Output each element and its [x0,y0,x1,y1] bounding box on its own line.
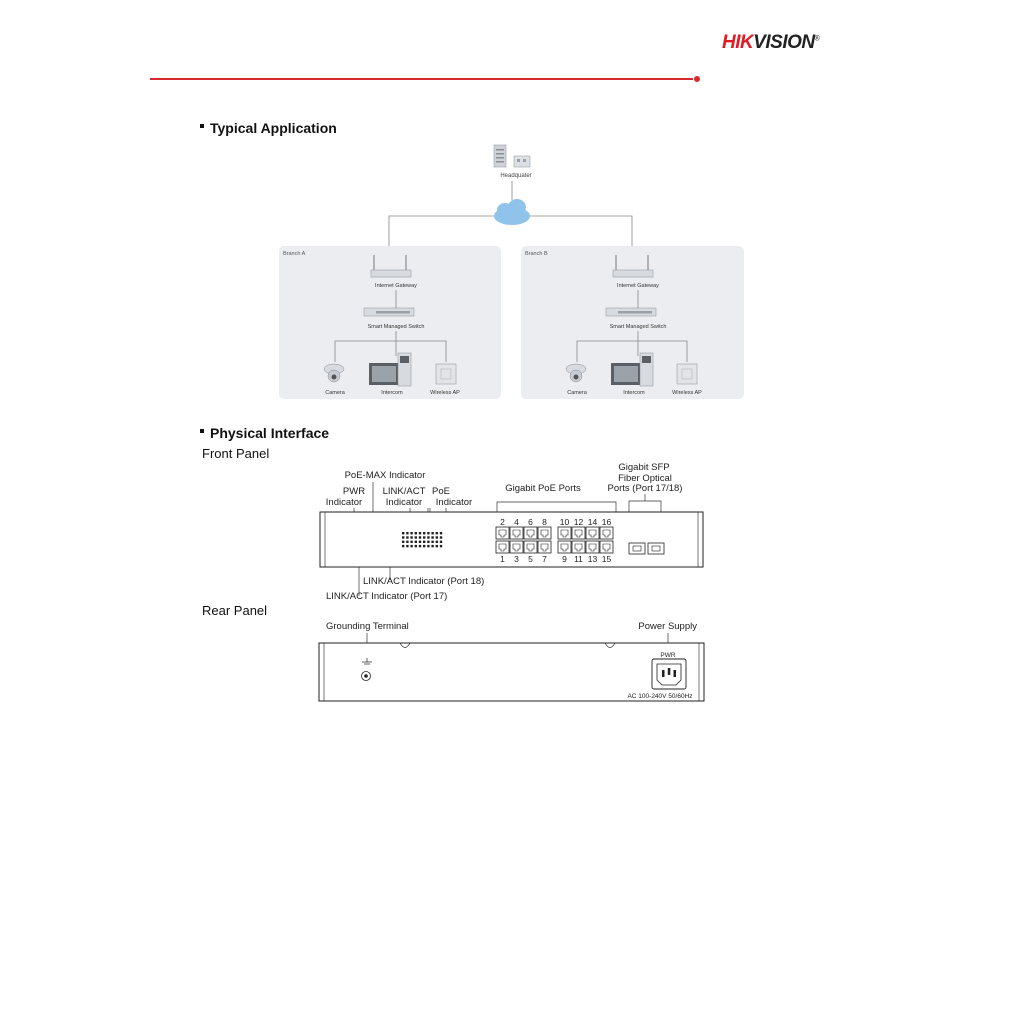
led-indicator [406,536,408,538]
led-indicator [427,532,429,534]
physical-interface-label: Physical Interface [210,425,330,441]
section-title-typical-application [200,120,337,136]
branch-a-gateway-label: Internet Gateway [375,283,417,289]
application-diagram [270,140,760,405]
link-act-17-label: LINK/ACT Indicator (Port 17) [326,591,448,602]
branch-b-gateway-label: Internet Gateway [617,283,659,289]
port-number-bottom: 11 [574,554,583,564]
rj45-port[interactable] [496,541,509,553]
poe-indicator-label-line2: Indicator [435,497,473,508]
port-number-top: 6 [528,517,533,527]
front-panel-diagram [315,462,710,604]
led-indicator [402,541,404,543]
rj45-port[interactable] [510,527,523,539]
rj45-port[interactable] [600,541,613,553]
led-indicator [419,536,421,538]
port-number-bottom: 5 [528,554,533,564]
logo-registered-mark: ® [814,35,820,43]
branch-a-device-ap: Wireless AP [430,390,460,396]
port-number-top: 4 [514,517,519,527]
branch-b-device-camera: Camera [567,390,587,396]
sfp-port-18[interactable] [648,543,664,554]
led-indicator [431,545,433,547]
led-indicator [410,541,412,543]
wireless-ap-icon [677,364,697,384]
hikvision-logo [722,32,819,54]
power-supply-label: Power Supply [638,621,697,632]
port-number-bottom: 13 [587,554,598,564]
led-indicator [415,545,417,547]
pwr-socket-label: PWR [660,652,676,659]
led-indicator [410,536,412,538]
rj45-port[interactable] [558,527,571,539]
sfp-label-line2: Fiber Optical [618,473,672,484]
led-indicator [419,541,421,543]
rj45-port[interactable] [586,541,599,553]
port-number-top: 16 [601,517,612,527]
rj45-port[interactable] [510,541,523,553]
rj45-port[interactable] [572,541,585,553]
rj45-port[interactable] [496,527,509,539]
branch-b-label: Branch B [525,251,548,257]
rj45-port[interactable] [524,527,537,539]
sfp-port-17[interactable] [629,543,645,554]
led-indicator [440,541,442,543]
led-indicator [440,545,442,547]
led-indicator [402,545,404,547]
led-indicator [419,545,421,547]
link-act-18-label: LINK/ACT Indicator (Port 18) [363,576,485,587]
power-socket-icon[interactable] [652,659,686,689]
wireless-ap-icon [436,364,456,384]
poe-indicator-label-line1: PoE [432,486,450,497]
port-number-bottom: 15 [601,554,612,564]
port-number-bottom: 1 [500,554,505,564]
rear-panel-diagram [315,617,710,707]
switch-icon [606,308,656,316]
rj45-port[interactable] [600,527,613,539]
led-indicator [431,532,433,534]
port-number-top: 12 [573,517,584,527]
led-indicator [406,532,408,534]
led-indicator [423,545,425,547]
port-number-top: 2 [500,517,505,527]
led-indicator [436,545,438,547]
led-indicator [427,541,429,543]
cloud-icon [494,199,530,225]
branch-a-switch-label: Smart Managed Switch [367,324,425,330]
front-chassis [320,512,703,567]
grounding-terminal-screw[interactable] [362,672,371,681]
branch-a-device-intercom: Intercom [381,390,403,396]
led-indicator [406,545,408,547]
led-indicator [423,541,425,543]
led-indicator [440,532,442,534]
led-indicator [402,532,404,534]
rj45-port[interactable] [572,527,585,539]
logo-red-part: HIK [722,32,754,53]
led-indicator [419,532,421,534]
led-indicator [415,532,417,534]
port-number-bottom: 9 [562,554,567,564]
rear-panel-title: Rear Panel [202,603,268,618]
led-indicator [440,536,442,538]
rj45-port[interactable] [538,541,551,553]
branch-b-device-intercom: Intercom [623,390,645,396]
header-rule-dot [694,76,700,82]
rj45-port[interactable] [586,527,599,539]
led-indicator [436,532,438,534]
led-indicator [427,536,429,538]
logo-dark-part: VISION [753,32,815,53]
led-indicator [423,536,425,538]
led-indicator [431,541,433,543]
grounding-terminal-label: Grounding Terminal [326,621,409,632]
header-rule [150,78,693,80]
port-number-bottom: 7 [542,554,547,564]
port-number-top: 14 [587,517,598,527]
switch-icon [364,308,414,316]
poe-max-indicator-label: PoE-MAX Indicator [344,470,426,481]
sfp-label-line3: Ports (Port 17/18) [607,483,683,494]
front-panel-title: Front Panel [202,446,270,461]
sfp-label-line1: Gigabit SFP [618,462,670,473]
bullet-icon [200,124,204,128]
rj45-port[interactable] [524,541,537,553]
link-act-indicator-label-line2: Indicator [385,497,423,508]
led-indicator [436,541,438,543]
branch-a-device-camera: Camera [325,390,345,396]
branch-b-device-ap: Wireless AP [672,390,702,396]
typical-application-label: Typical Application [210,120,337,136]
ac-voltage-label: AC 100-240V 50/60Hz [627,693,693,700]
led-indicator [415,541,417,543]
led-indicator [423,532,425,534]
link-act-indicator-label-line1: LINK/ACT [382,486,426,497]
branch-b-switch-label: Smart Managed Switch [609,324,667,330]
pwr-indicator-label-line1: PWR [342,486,366,497]
headquarter-building-icon [494,145,530,167]
gigabit-poe-ports-label: Gigabit PoE Ports [505,483,581,494]
bullet-icon [200,429,204,433]
section-title-physical-interface [200,425,329,441]
rj45-port[interactable] [538,527,551,539]
led-indicator [415,536,417,538]
branch-a-label: Branch A [283,251,306,257]
led-indicator [431,536,433,538]
pwr-indicator-label-line2: Indicator [325,497,363,508]
headquarter-label: Headquater [500,173,532,179]
led-indicator [406,541,408,543]
led-indicator [410,532,412,534]
port-number-bottom: 3 [514,554,519,564]
led-indicator [427,545,429,547]
led-indicator [410,545,412,547]
rj45-port[interactable] [558,541,571,553]
port-number-top: 8 [542,517,547,527]
led-indicator [402,536,404,538]
led-indicator [436,536,438,538]
port-number-top: 10 [559,517,570,527]
